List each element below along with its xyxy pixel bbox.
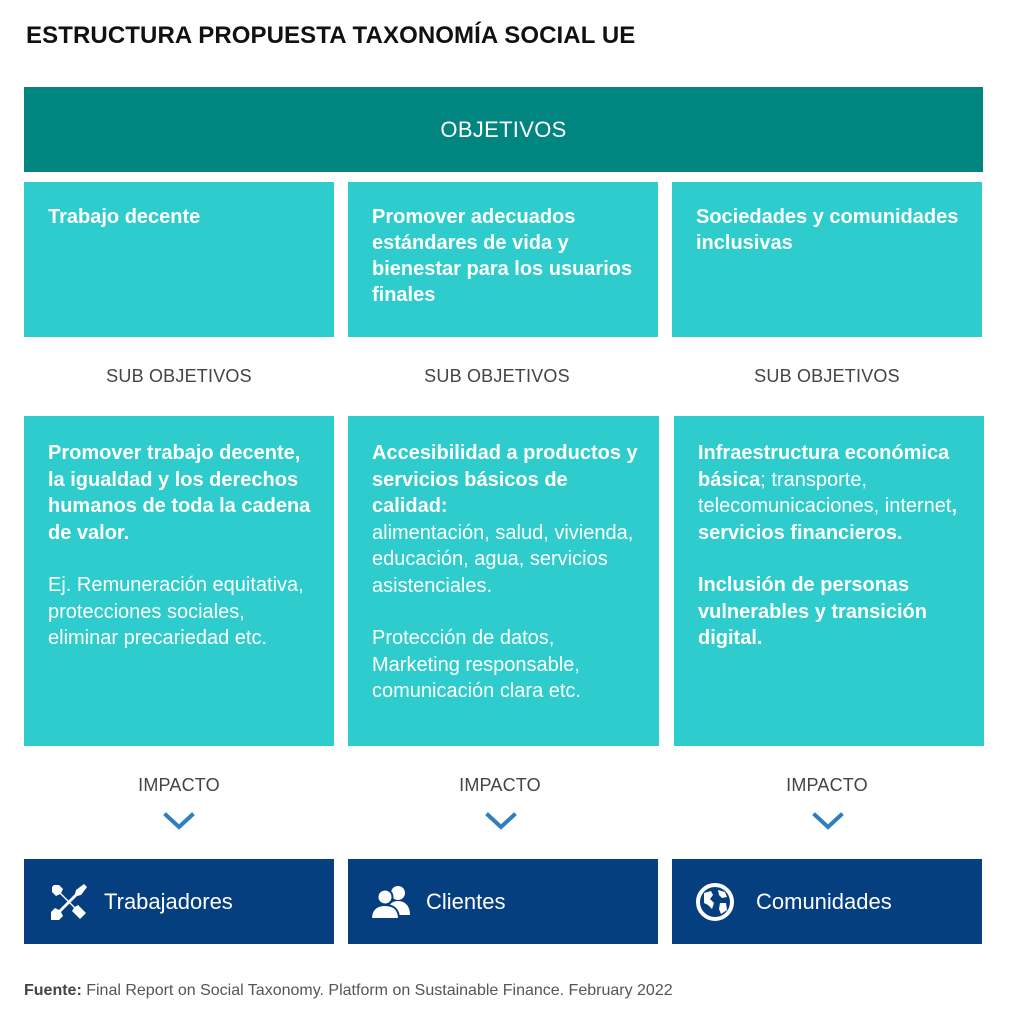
sub-objective-bold-text: Accesibilidad a productos y servicios básicos de calidad: (372, 442, 638, 517)
page-title: ESTRUCTURA PROPUESTA TAXONOMÍA SOCIAL UE (26, 22, 636, 49)
objective-box-3: Sociedades y comunidades inclusivas (672, 182, 982, 337)
source-note (24, 982, 673, 1000)
sub-objectives-box-1 (24, 416, 334, 746)
sub-objectives-label-1: SUB OBJETIVOS (106, 366, 252, 386)
sub-objective-bold-text: Promover trabajo decente, la igualdad y los derechos humanos de toda la cadena de valor. (48, 442, 311, 544)
sub-objective-text: transporte, telecomunicaciones, internet (698, 468, 952, 517)
impact-label-1: IMPACTO (138, 775, 220, 795)
impact-target-label: Trabajadores (104, 888, 233, 914)
sub-objective-semicolon: ; (760, 468, 766, 491)
people-icon (370, 881, 412, 923)
impact-box-communities (672, 859, 982, 944)
source-label: Fuente: (24, 982, 82, 999)
chevron-down-icon (484, 810, 518, 832)
sub-objective-bold-text: Infraestructura económica básica (698, 442, 950, 491)
sub-objectives-box-2 (348, 416, 659, 746)
objective-box-2: Promover adecuados estándares de vida y bienestar para los usuarios finales (348, 182, 658, 337)
impact-target-label: Comunidades (756, 888, 892, 914)
sub-objectives-label-3: SUB OBJETIVOS (754, 366, 900, 386)
chevron-down-icon (162, 810, 196, 832)
globe-icon (694, 881, 736, 923)
sub-objective-text-2: Protección de datos, Marketing responsable, comunicación clara etc. (372, 627, 581, 702)
sub-objectives-label-2: SUB OBJETIVOS (424, 366, 570, 386)
sub-objective-example-text: Ej. Remuneración equitativa, protecciones sociales, eliminar precariedad etc. (48, 574, 304, 649)
objectives-header: OBJETIVOS (24, 87, 983, 172)
sub-objective-bold-text-2: , servicios financieros. (698, 495, 958, 544)
sub-objective-text: alimentación, salud, vivienda, educación, agua, servicios asistenciales. (372, 521, 634, 597)
impact-label-2: IMPACTO (459, 775, 541, 795)
sub-objective-bold-text-3: Inclusión de personas vulnerables y transición digital. (698, 574, 927, 649)
impact-target-label: Clientes (426, 888, 506, 914)
impact-label-3: IMPACTO (786, 775, 868, 795)
chevron-down-icon (811, 810, 845, 832)
sub-objectives-box-3 (674, 416, 984, 746)
objective-box-1: Trabajo decente (24, 182, 334, 337)
tools-icon (48, 881, 90, 923)
impact-box-workers (24, 859, 334, 944)
impact-box-clients (348, 859, 658, 944)
source-text: Final Report on Social Taxonomy. Platform on Sustainable Finance. February 2022 (81, 982, 673, 999)
